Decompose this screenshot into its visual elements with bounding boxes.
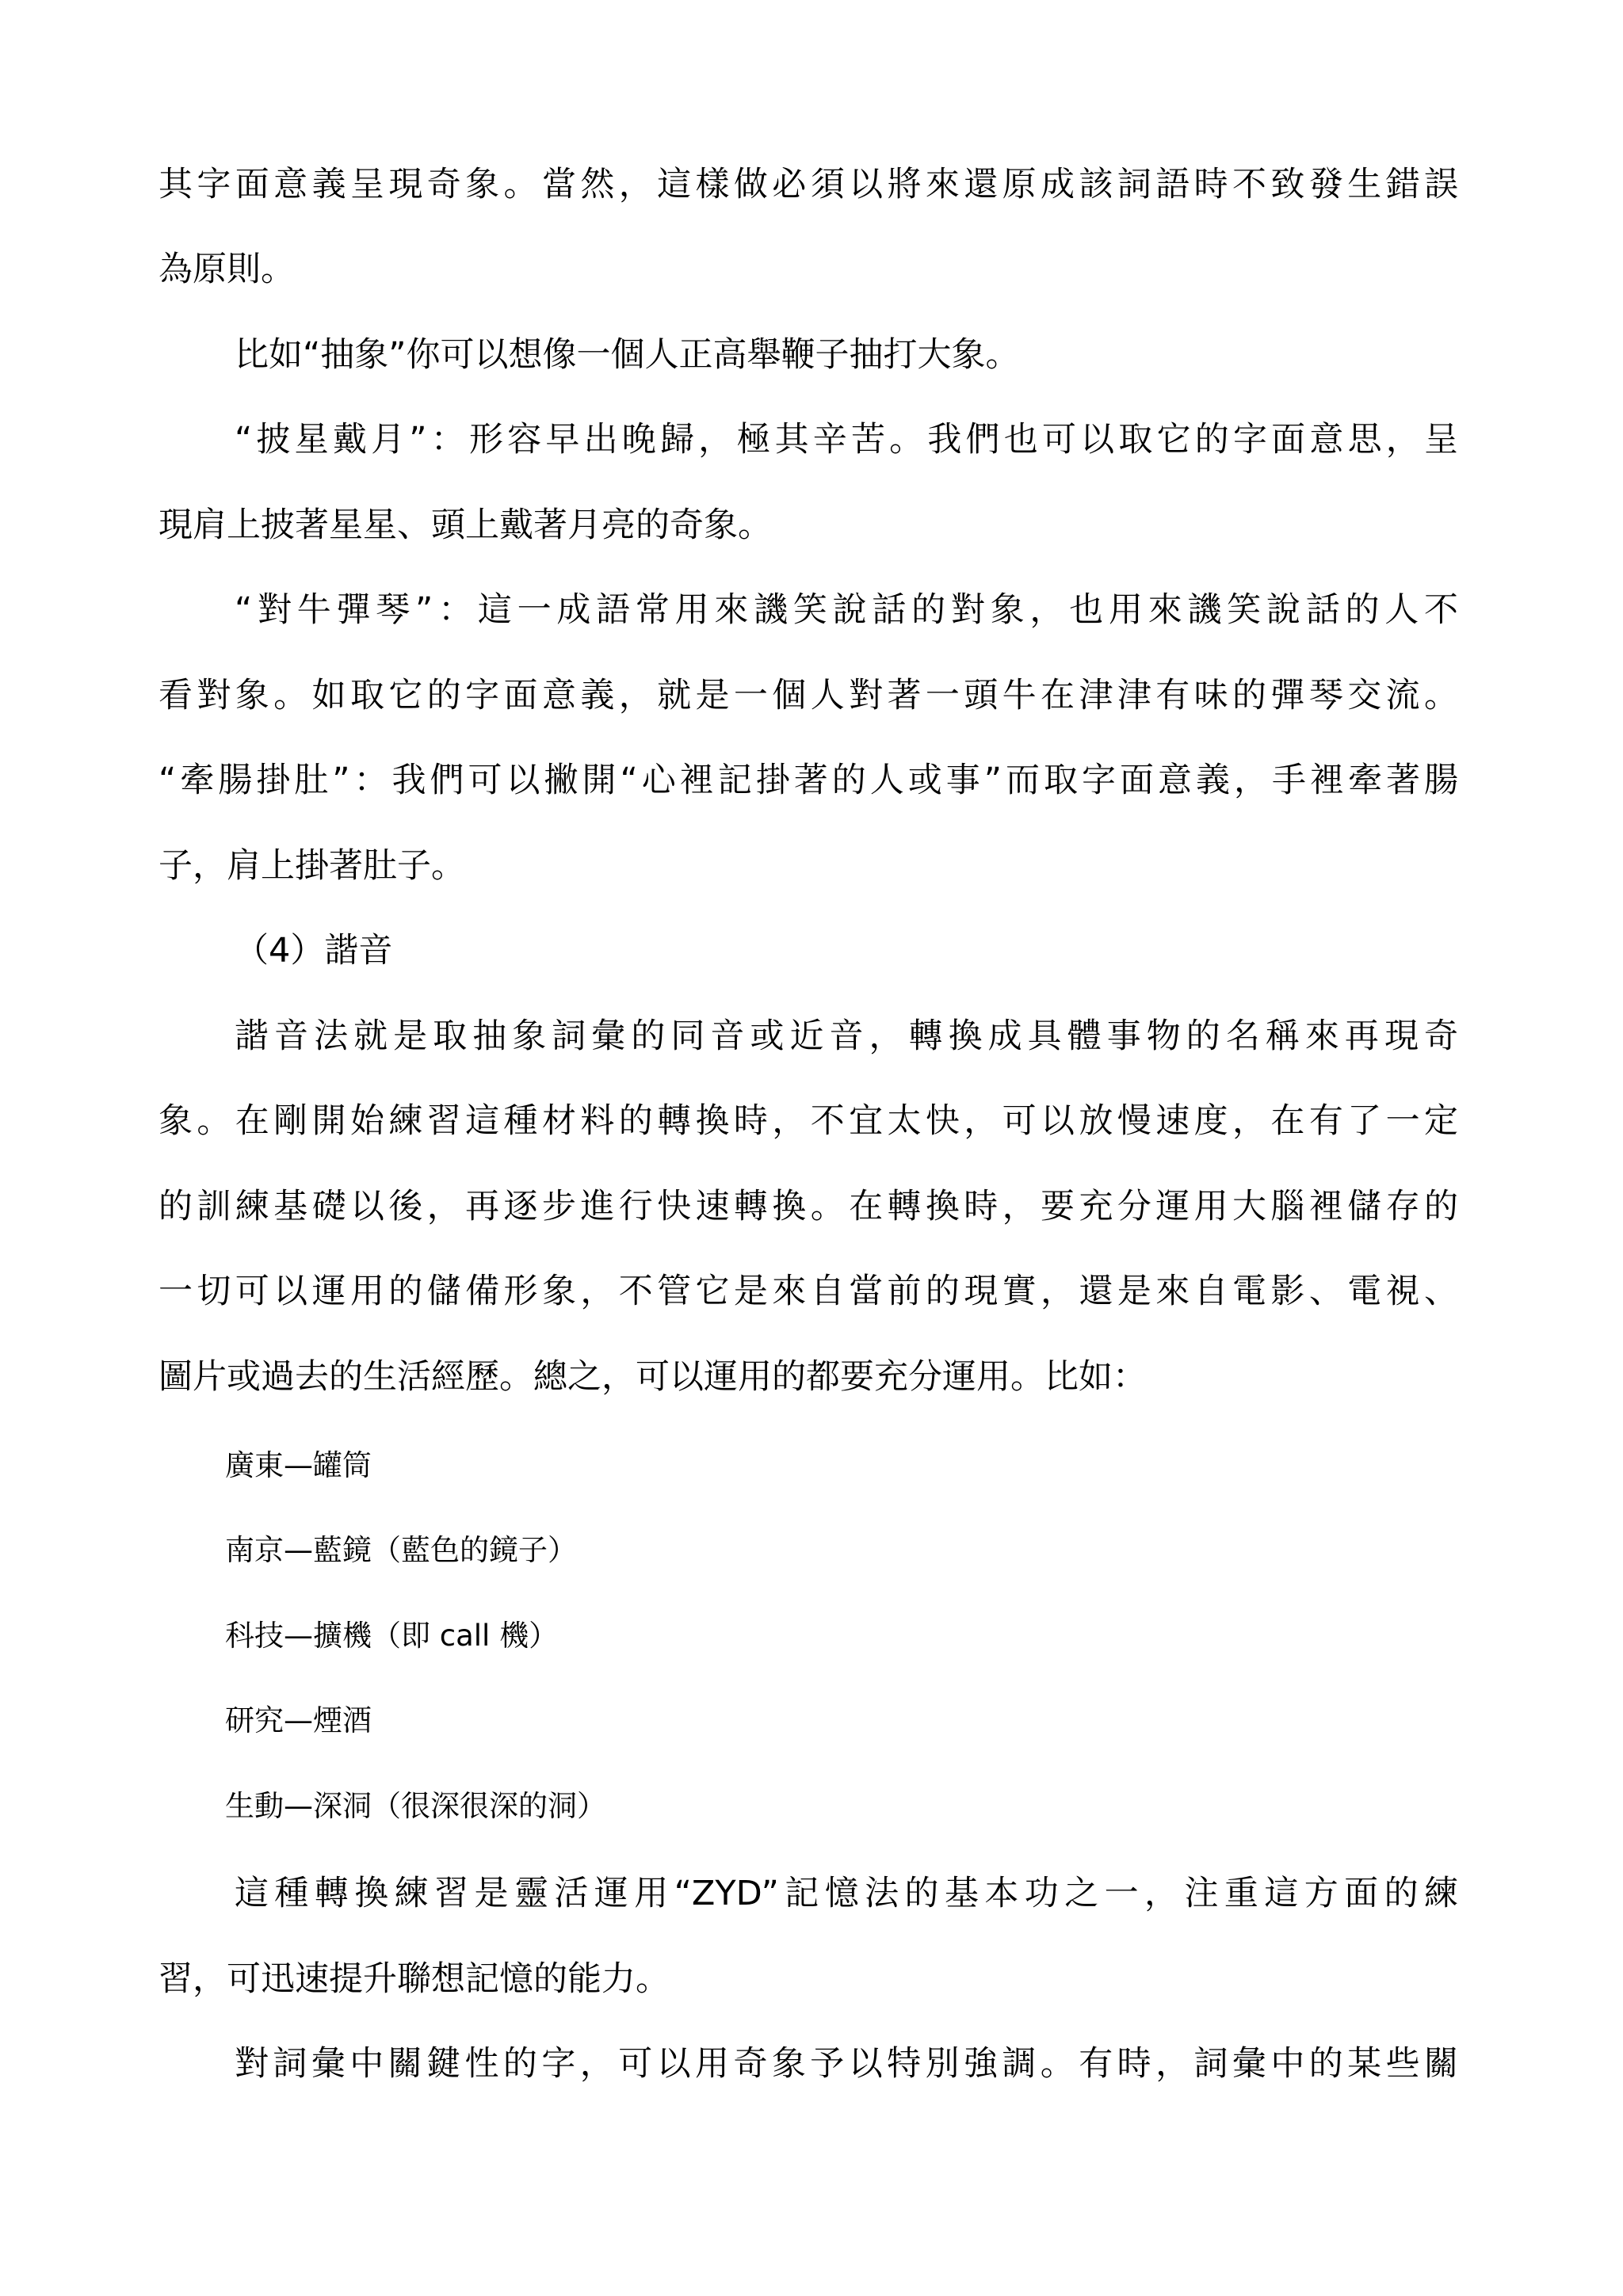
paragraph-line: 看對象。如取它的字面意義，就是一個人對著一頭牛在津津有味的彈琴交流。	[158, 676, 1458, 715]
example-item: 生動—深洞（很深很深的洞）	[225, 1789, 606, 1823]
example-item: 廣東—罐筒	[225, 1448, 372, 1482]
paragraph-line: 習，可迅速提升聯想記憶的能力。	[158, 1959, 670, 1999]
paragraph-line: 子，肩上掛著肚子。	[158, 846, 465, 886]
example-item: 南京—藍鏡（藍色的鏡子）	[225, 1533, 577, 1567]
paragraph-line: 為原則。	[158, 250, 295, 289]
paragraph-line: 現肩上披著星星、頭上戴著月亮的奇象。	[158, 505, 772, 545]
example-item: 科技—擴機（即 call 機）	[225, 1619, 559, 1653]
paragraph-line: 圖片或過去的生活經歷。總之，可以運用的都要充分運用。比如：	[158, 1357, 1147, 1397]
paragraph-line: 諧音法就是取抽象詞彙的同音或近音，轉換成具體事物的名稱來再現奇	[235, 1016, 1458, 1056]
section-heading: （4）諧音	[235, 931, 393, 971]
paragraph-line: 的訓練基礎以後，再逐步進行快速轉換。在轉換時，要充分運用大腦裡儲存的	[158, 1187, 1458, 1226]
paragraph-line: “對牛彈琴”：這一成語常用來譏笑說話的對象，也用來譏笑說話的人不	[235, 590, 1458, 630]
paragraph-line: 象。在剛開始練習這種材料的轉換時，不宜太快，可以放慢速度，在有了一定	[158, 1101, 1458, 1141]
paragraph-line: 這種轉換練習是靈活運用“ZYD”記憶法的基本功之一，注重這方面的練	[235, 1874, 1458, 1913]
example-item: 研究—煙酒	[225, 1703, 372, 1737]
paragraph-line: “披星戴月”：形容早出晚歸，極其辛苦。我們也可以取它的字面意思，呈	[235, 420, 1458, 460]
paragraph-line: 一切可以運用的儲備形象，不管它是來自當前的現實，還是來自電影、電視、	[158, 1272, 1458, 1311]
paragraph-line: 對詞彙中關鍵性的字，可以用奇象予以特別強調。有時，詞彙中的某些關	[235, 2044, 1458, 2084]
paragraph-line: 比如“抽象”你可以想像一個人正高舉鞭子抽打大象。	[235, 335, 1020, 375]
paragraph-line: 其字面意義呈現奇象。當然，這樣做必須以將來還原成該詞語時不致發生錯誤	[158, 165, 1458, 204]
paragraph-line: “牽腸掛肚”：我們可以撇開“心裡記掛著的人或事”而取字面意義，手裡牽著腸	[158, 761, 1458, 800]
